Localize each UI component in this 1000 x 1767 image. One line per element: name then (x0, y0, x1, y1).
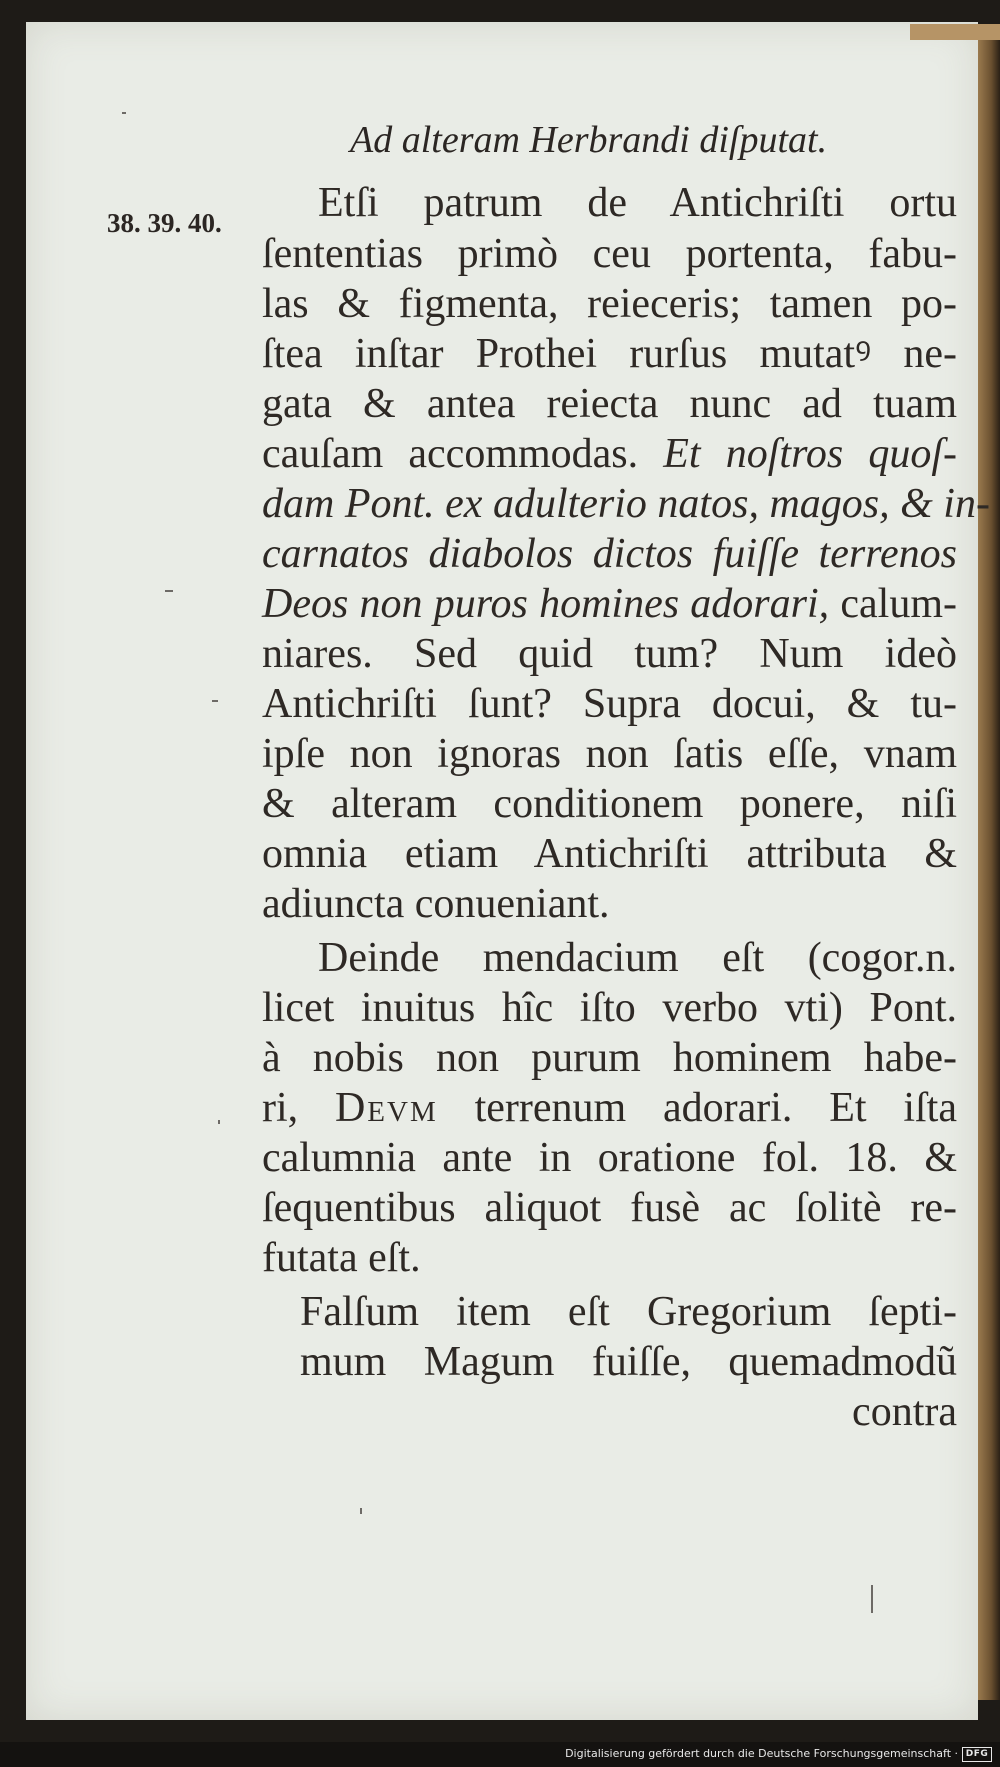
text-line (262, 1083, 957, 1133)
text-line (318, 933, 957, 983)
running-header: Ad alteram Herbrandi diſputat. (350, 119, 828, 161)
footer-credit: Digitalisierung gefördert durch die Deutsche Forschungsgemeinschaft · (565, 1747, 958, 1760)
marginal-note: 38. 39. 40. (107, 208, 222, 238)
ink-speck (122, 112, 126, 114)
text-span: Deinde mendacium eſt (cogor.n. (318, 935, 957, 981)
text-line (262, 729, 957, 779)
text-line (262, 1033, 957, 1083)
text-line (262, 429, 957, 479)
text-span: mum Magum fuiſſe, quemadmodũ (300, 1339, 957, 1385)
text-span: & alteram conditionem ponere, niſi (262, 781, 957, 827)
page-edge-top (910, 24, 1000, 40)
text-line (262, 229, 957, 279)
text-span: Falſum item eſt Gregorium ſepti- (300, 1289, 957, 1335)
text-line (262, 679, 957, 729)
text-span: cauſam accommodas. (262, 431, 664, 477)
ink-speck (218, 1120, 220, 1124)
text-span: contra (852, 1389, 957, 1435)
text-span: à nobis non purum hominem habe- (262, 1035, 957, 1081)
text-line (262, 329, 957, 379)
text-span: adiuncta conueniant. (262, 881, 610, 927)
text-line (262, 879, 957, 929)
text-span: omnia etiam Antichriſti attributa & (262, 831, 957, 877)
page-edge-right (978, 40, 1000, 1700)
text-line (262, 779, 957, 829)
text-span: gata & antea reiecta nunc ad tuam (262, 381, 957, 427)
text-line (262, 983, 957, 1033)
text-span: terrenum adorari. Et iſta (437, 1085, 957, 1131)
text-line (262, 629, 957, 679)
text-span: Antichriſti ſunt? Supra docui, & tu- (262, 681, 957, 727)
italic-text-span: Deos non puros homines adorari, (262, 581, 830, 627)
small-caps-span: Devm (334, 1085, 438, 1131)
text-line (300, 1337, 957, 1387)
text-line (262, 1133, 957, 1183)
text-span: licet inuitus hîc iſto verbo vti) Pont. (262, 985, 957, 1031)
text-line (262, 1183, 957, 1233)
ink-speck (360, 1508, 362, 1514)
ink-speck (212, 700, 218, 702)
text-line (262, 379, 957, 429)
text-span: niares. Sed quid tum? Num ideò (262, 631, 957, 677)
text-span: ſequentibus aliquot fusè ac ſolitè re- (262, 1185, 957, 1231)
ink-speck (165, 590, 173, 592)
text-line (262, 479, 990, 529)
text-line (262, 1233, 957, 1283)
text-line (262, 829, 957, 879)
text-span: ipſe non ignoras non ſatis eſſe, vnam (262, 731, 957, 777)
catchword (262, 1387, 957, 1437)
dfg-logo: DFG (962, 1747, 992, 1762)
text-line (318, 178, 957, 228)
text-line (262, 529, 957, 579)
text-span: ri, (262, 1085, 335, 1131)
text-span: las & figmenta, reieceris; tamen po- (262, 281, 957, 327)
text-line (262, 579, 957, 629)
text-line (300, 1287, 957, 1337)
text-span: ſententias primò ceu portenta, fabu- (262, 231, 957, 277)
italic-text-span: carnatos diabolos dictos fuiſſe terrenos (262, 531, 957, 577)
text-span: ſtea inſtar Prothei rurſus mutatꝰ ne- (262, 331, 957, 377)
italic-text-span: Et noſtros quoſ- (663, 431, 957, 477)
text-span: Etſi patrum de Antichriſti ortu (318, 180, 957, 226)
text-span: futata eſt. (262, 1235, 421, 1281)
ink-speck (871, 1585, 873, 1613)
text-span: calum- (829, 581, 957, 627)
text-span: calumnia ante in oratione fol. 18. & (262, 1135, 957, 1181)
italic-text-span: dam Pont. ex adulterio natos, magos, & in- (262, 481, 990, 527)
text-line (262, 279, 957, 329)
